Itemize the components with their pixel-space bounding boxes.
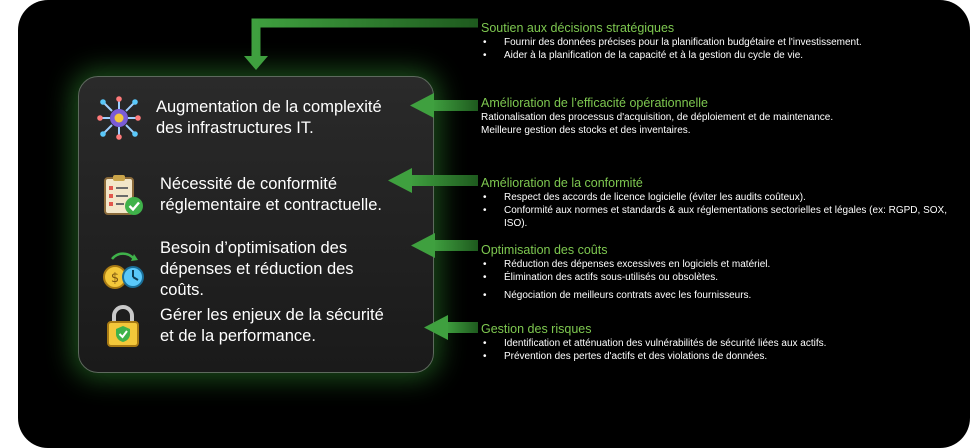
- elbow-arrow-head: [244, 56, 268, 70]
- benefit-bullets: [481, 36, 951, 62]
- arrow-costs: [411, 233, 478, 258]
- benefit-bullets: [481, 337, 951, 363]
- benefit-cost-optimization: [481, 243, 951, 302]
- benefit-bullet: • Prévention des pertes d'actifs et des violations de données.: [481, 350, 951, 363]
- challenge-text: Gérer les enjeux de la sécurité et de la performance.: [160, 306, 384, 345]
- benefit-line: Rationalisation des processus d'acquisition, de déploiement et de maintenance.: [481, 112, 834, 123]
- benefit-operational-efficiency: [481, 96, 951, 137]
- benefit-risk-management: [481, 322, 951, 363]
- benefit-title: Gestion des risques: [481, 322, 592, 336]
- benefit-title: Amélioration de l’efficacité opérationnelle: [481, 96, 708, 110]
- benefit-bullet: • Respect des accords de licence logicielle (éviter les audits coûteux).: [481, 191, 951, 204]
- arrow-compliance: [388, 168, 478, 193]
- benefit-bullet: • Fournir des données précises pour la planification budgétaire et l'investissement.: [481, 36, 951, 49]
- benefit-line: Meilleure gestion des stocks et des inventaires.: [481, 125, 691, 136]
- benefit-bullet: • Réduction des dépenses excessives en logiciels et matériel.: [481, 258, 951, 271]
- arrow-risks: [424, 315, 478, 340]
- challenge-text: Augmentation de la complexité des infrastructures IT.: [156, 98, 382, 137]
- challenge-text: Nécessité de conformité réglementaire et contractuelle.: [160, 175, 382, 214]
- benefit-strategic-decisions: [481, 21, 951, 62]
- benefit-bullet: • Négociation de meilleurs contrats avec les fournisseurs.: [481, 289, 951, 302]
- benefit-bullets: [481, 191, 951, 230]
- benefit-bullet: • Aider à la planification de la capacité et à la gestion du cycle de vie.: [481, 49, 951, 62]
- benefit-title: Amélioration de la conformité: [481, 176, 643, 190]
- benefit-bullet: • Conformité aux normes et standards & aux réglementations sectorielles et légales (ex: RGPD, SOX, ISO).: [481, 204, 951, 230]
- arrow-efficiency: [410, 93, 478, 118]
- svg-text:$: $: [110, 270, 120, 286]
- benefit-bullet: • Identification et atténuation des vulnérabilités de sécurité liées aux actifs.: [481, 337, 951, 350]
- benefit-bullet: • Élimination des actifs sous-utilisés ou obsolètes.: [481, 271, 951, 284]
- challenge-text: Besoin d’optimisation des dépenses et réduction des coûts.: [160, 239, 354, 299]
- benefit-title: Optimisation des coûts: [481, 243, 608, 257]
- benefit-title: Soutien aux décisions stratégiques: [481, 21, 675, 35]
- elbow-arrow: [256, 23, 478, 58]
- benefit-compliance: [481, 176, 951, 230]
- benefit-bullets: [481, 258, 951, 302]
